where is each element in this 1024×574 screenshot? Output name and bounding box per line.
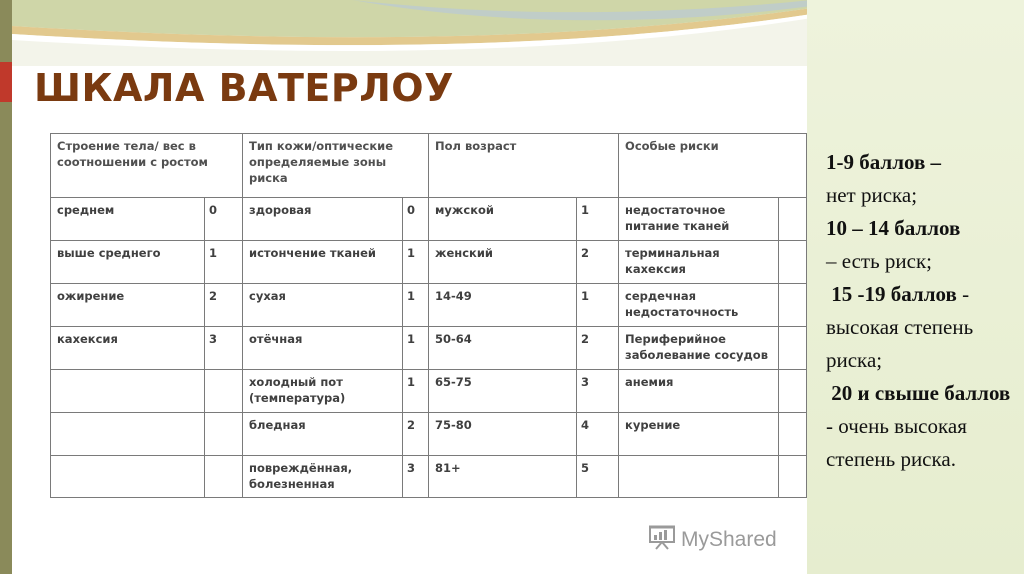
sex-age-score: 4 — [577, 413, 619, 456]
header-wave-decoration — [12, 0, 812, 66]
body-build-cell — [51, 370, 205, 413]
body-build-score: 2 — [205, 284, 243, 327]
table-row — [51, 327, 807, 370]
header-body-build: Строение тела/ вес в соотношении с ростом — [51, 134, 243, 198]
skin-type-cell: истончение тканей — [243, 241, 403, 284]
table-row — [51, 241, 807, 284]
body-build-score: 0 — [205, 198, 243, 241]
skin-type-cell: здоровая — [243, 198, 403, 241]
skin-type-score: 1 — [403, 284, 429, 327]
special-risk-cell: Периферийное заболевание сосудов — [619, 327, 779, 370]
special-risk-score — [779, 327, 807, 370]
sex-age-score: 5 — [577, 456, 619, 498]
sex-age-cell: 50-64 — [429, 327, 577, 370]
legend-item-no-risk — [826, 146, 1016, 212]
skin-type-cell: холодный пот (температура) — [243, 370, 403, 413]
waterlow-scale-table — [50, 133, 807, 498]
special-risk-score — [779, 456, 807, 498]
slide-title: ШКАЛА ВАТЕРЛОУ — [34, 66, 454, 110]
sex-age-cell: мужской — [429, 198, 577, 241]
legend-text: – есть риск; — [826, 249, 933, 273]
table-header-row — [51, 134, 807, 198]
sex-age-cell: 65-75 — [429, 370, 577, 413]
table-row — [51, 284, 807, 327]
risk-legend — [826, 146, 1016, 476]
skin-type-cell: отёчная — [243, 327, 403, 370]
sex-age-score: 3 — [577, 370, 619, 413]
special-risk-cell: терминальная кахексия — [619, 241, 779, 284]
watermark-text: MyShared — [681, 528, 777, 551]
body-build-cell: ожирение — [51, 284, 205, 327]
legend-item-very-high-risk — [826, 377, 1016, 476]
sex-age-cell: 81+ — [429, 456, 577, 498]
legend-range: 20 и свыше баллов — [831, 381, 1011, 405]
table-row — [51, 198, 807, 241]
special-risk-cell: сердечная недостаточность — [619, 284, 779, 327]
presentation-icon — [648, 524, 681, 556]
skin-type-score: 1 — [403, 370, 429, 413]
header-sex-age: Пол возраст — [429, 134, 619, 198]
legend-text: - высокая степень риска; — [826, 282, 974, 372]
legend-text: - очень высокая степень риска. — [826, 414, 967, 471]
skin-type-score: 1 — [403, 327, 429, 370]
body-build-cell — [51, 413, 205, 456]
legend-item-high-risk — [826, 278, 1016, 377]
skin-type-score: 3 — [403, 456, 429, 498]
special-risk-score — [779, 370, 807, 413]
body-build-cell: кахексия — [51, 327, 205, 370]
skin-type-cell: повреждённая, болезненная — [243, 456, 403, 498]
sex-age-cell: 14-49 — [429, 284, 577, 327]
body-build-score: 1 — [205, 241, 243, 284]
special-risk-cell: недостаточное питание тканей — [619, 198, 779, 241]
special-risk-score — [779, 198, 807, 241]
legend-range: 15 -19 баллов — [831, 282, 957, 306]
skin-type-score: 0 — [403, 198, 429, 241]
legend-range: 10 – 14 баллов — [826, 216, 961, 240]
sex-age-score: 1 — [577, 284, 619, 327]
sex-age-score: 1 — [577, 198, 619, 241]
legend-text: нет риска; — [826, 183, 918, 207]
special-risk-score — [779, 284, 807, 327]
body-build-score — [205, 456, 243, 498]
table-row — [51, 456, 807, 498]
legend-range: 1-9 баллов – — [826, 150, 942, 174]
left-accent-bar — [0, 62, 12, 102]
header-skin-type: Тип кожи/оптические определяемые зоны риска — [243, 134, 429, 198]
legend-item-risk — [826, 212, 1016, 278]
table-row — [51, 370, 807, 413]
skin-type-cell: бледная — [243, 413, 403, 456]
myshared-watermark — [648, 524, 777, 556]
body-build-cell: среднем — [51, 198, 205, 241]
special-risk-cell — [619, 456, 779, 498]
body-build-score — [205, 413, 243, 456]
special-risk-cell: анемия — [619, 370, 779, 413]
body-build-score: 3 — [205, 327, 243, 370]
sex-age-score: 2 — [577, 241, 619, 284]
skin-type-cell: сухая — [243, 284, 403, 327]
special-risk-score — [779, 241, 807, 284]
body-build-cell: выше среднего — [51, 241, 205, 284]
table-row — [51, 413, 807, 456]
sex-age-score: 2 — [577, 327, 619, 370]
special-risk-cell: курение — [619, 413, 779, 456]
sex-age-cell: 75-80 — [429, 413, 577, 456]
body-build-cell — [51, 456, 205, 498]
skin-type-score: 1 — [403, 241, 429, 284]
skin-type-score: 2 — [403, 413, 429, 456]
header-special-risks: Особые риски — [619, 134, 807, 198]
special-risk-score — [779, 413, 807, 456]
body-build-score — [205, 370, 243, 413]
sex-age-cell: женский — [429, 241, 577, 284]
